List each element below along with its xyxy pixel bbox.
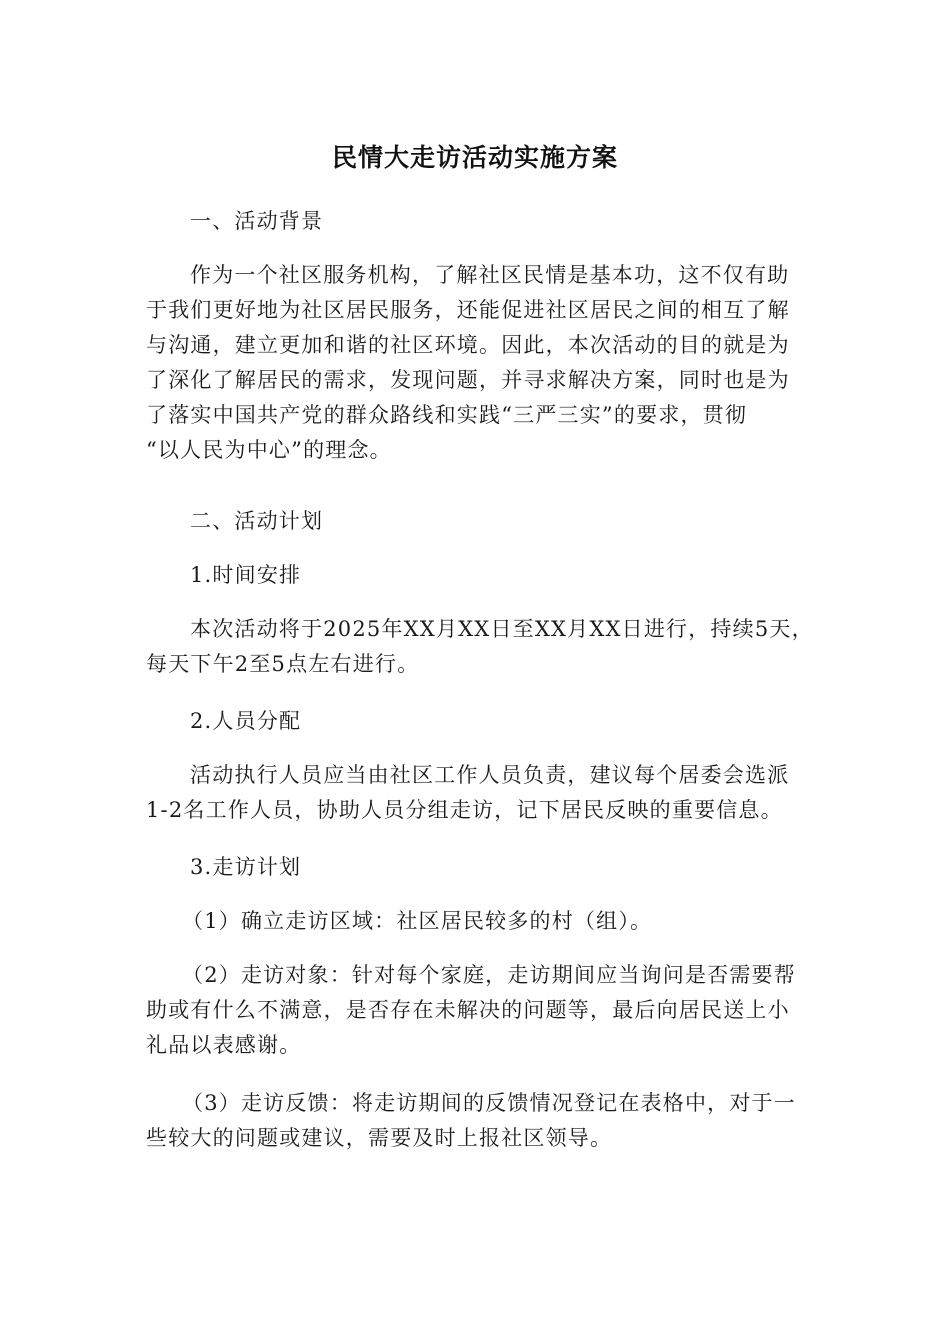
paragraph-line: 1-2名工作人员，协助人员分组走访，记下居民反映的重要信息。 bbox=[146, 798, 783, 822]
paragraph-line: 了深化了解居民的需求，发现问题，并寻求解决方案，同时也是为 bbox=[146, 368, 790, 392]
paragraph-line: 与沟通，建立更加和谐的社区环境。因此，本次活动的目的就是为 bbox=[146, 333, 790, 357]
visit-item-1: （1）确立走访区域：社区居民较多的村（组）。 bbox=[182, 909, 653, 933]
paragraph-line: 些较大的问题或建议，需要及时上报社区领导。 bbox=[146, 1126, 613, 1150]
section-heading-plan: 二、活动计划 bbox=[190, 509, 324, 533]
document-title: 民情大走访活动实施方案 bbox=[331, 143, 618, 172]
subheading-staff: 2.人员分配 bbox=[190, 709, 302, 733]
paragraph-line: 助或有什么不满意，是否存在未解决的问题等，最后向居民送上小 bbox=[146, 998, 790, 1022]
background-paragraph bbox=[146, 258, 806, 468]
visit-item-2 bbox=[146, 958, 806, 1063]
section-heading-background: 一、活动背景 bbox=[190, 209, 324, 233]
staff-paragraph bbox=[146, 758, 806, 828]
paragraph-line: 本次活动将于2025年XX月XX日至XX月XX日进行，持续5天， bbox=[190, 617, 814, 641]
time-paragraph bbox=[146, 612, 814, 682]
paragraph-line: 活动执行人员应当由社区工作人员负责，建议每个居委会选派 bbox=[190, 763, 790, 787]
paragraph-line: （2）走访对象：针对每个家庭，走访期间应当询问是否需要帮 bbox=[182, 963, 796, 987]
paragraph-line: “以人民为中心”的理念。 bbox=[146, 438, 392, 462]
paragraph-line: 于我们更好地为社区居民服务，还能促进社区居民之间的相互了解 bbox=[146, 298, 790, 322]
paragraph-line: 每天下午2至5点左右进行。 bbox=[146, 652, 420, 676]
visit-item-3 bbox=[146, 1086, 806, 1156]
paragraph-line: 作为一个社区服务机构，了解社区民情是基本功，这不仅有助 bbox=[190, 263, 790, 287]
paragraph-line: 了落实中国共产党的群众路线和实践“三严三实”的要求，贯彻 bbox=[146, 403, 748, 427]
paragraph-line: 礼品以表感谢。 bbox=[146, 1033, 302, 1057]
paragraph-line: （3）走访反馈：将走访期间的反馈情况登记在表格中，对于一 bbox=[182, 1091, 796, 1115]
subheading-visit: 3.走访计划 bbox=[190, 855, 302, 879]
subheading-time: 1.时间安排 bbox=[190, 563, 302, 587]
